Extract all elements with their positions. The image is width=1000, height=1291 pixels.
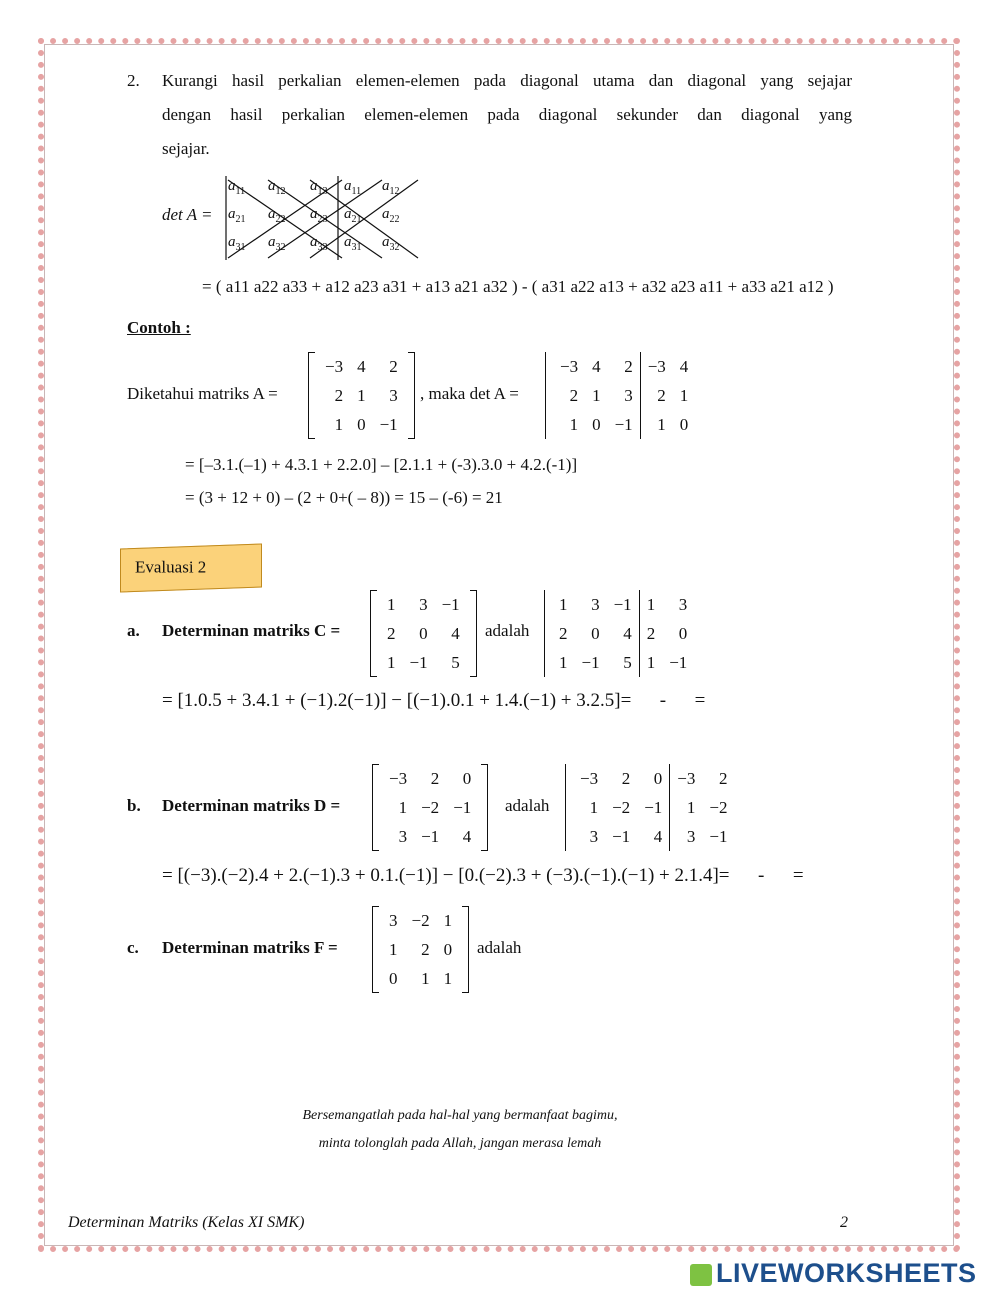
item-b-ext-matrix: [563, 764, 744, 856]
liveworksheets-icon: [690, 1264, 712, 1286]
matrix-cell: 4: [462, 826, 472, 846]
matrix-cell: 0: [462, 768, 472, 788]
contoh-matrix: [308, 352, 415, 444]
matrix-cell: 2: [389, 356, 398, 376]
item-a-formula: = [1.0.5 + 3.4.1 + (−1).2(−1)] − [(−1).0.1 + 1.4.(−1) + 3.2.5]= - =: [162, 690, 706, 711]
step-line-2: dengan hasil perkalian elemen-elemen pada diagonal sekunder dan diagonal yang: [162, 105, 852, 124]
matrix-cell: −1: [379, 414, 398, 434]
bracket-left: [370, 590, 377, 677]
matrix-cell: 3: [389, 910, 398, 930]
sarrus-cell: $a_{32}$: [382, 234, 400, 253]
bracket-left: [372, 906, 379, 993]
item-b-label: Determinan matriks D =: [162, 796, 341, 815]
sarrus-cell: $a_{21}$: [228, 206, 246, 225]
matrix-cell: 2: [608, 352, 641, 381]
matrix-cell: −1: [637, 793, 670, 822]
matrix-cell: 2: [421, 939, 430, 959]
matrix-cell: 4: [637, 822, 670, 851]
matrix-cell: −1: [612, 826, 631, 846]
sarrus-cell: $a_{13}$: [310, 178, 328, 197]
matrix-cell: 1: [679, 385, 689, 405]
matrix-cell: 0: [678, 623, 688, 643]
item-c-matrix: [372, 906, 469, 998]
matrix-cell: 3: [591, 594, 600, 614]
matrix-cell: −1: [453, 797, 472, 817]
matrix-cell: −3: [560, 356, 579, 376]
item-b-matrix: [372, 764, 488, 856]
matrix-cell: 1: [387, 652, 396, 672]
step-number: 2.: [127, 71, 140, 90]
matrix-cell: 3: [686, 826, 696, 846]
matrix-cell: 1: [357, 385, 366, 405]
matrix-cell: 1: [686, 797, 696, 817]
step-line-3: sejajar.: [162, 139, 210, 158]
matrix-cell: 3: [419, 594, 428, 614]
sarrus-cell: $a_{22}$: [382, 206, 400, 225]
bracket-right: [408, 352, 415, 439]
contoh-line-2: = (3 + 12 + 0) – (2 + 0+( – 8)) = 15 – (-6) = 21: [185, 488, 503, 507]
bracket-right: [462, 906, 469, 993]
matrix-cell: 4: [592, 356, 601, 376]
matrix-cell: 1: [443, 910, 453, 930]
item-c-label: Determinan matriks F =: [162, 938, 338, 957]
bracket-right: [470, 590, 477, 677]
matrix-cell: 4: [357, 356, 366, 376]
matrix-cell: −1: [669, 652, 688, 672]
item-a-letter: a.: [127, 621, 140, 640]
matrix-cell: −3: [580, 768, 599, 788]
item-a-adalah: adalah: [485, 621, 530, 640]
matrix-cell: −1: [709, 826, 728, 846]
matrix-cell: −1: [608, 410, 641, 439]
item-a-ext-matrix: [542, 590, 704, 682]
sarrus-cell: $a_{23}$: [310, 206, 328, 225]
matrix-cell: −1: [607, 590, 640, 619]
item-b-formula: = [(−3).(−2).4 + 2.(−1).3 + 0.1.(−1)] − [0.(−2).3 + (−3).(−1).(−1) + 2.1.4]= - =: [162, 865, 804, 886]
matrix-cell: −1: [421, 826, 440, 846]
matrix-cell: −2: [421, 797, 440, 817]
liveworksheets-text: LIVEWORKSHEETS: [716, 1258, 977, 1288]
quote-line-1: Bersemangatlah pada hal-hal yang bermanfaat bagimu,: [302, 1108, 618, 1123]
matrix-cell: 5: [607, 648, 640, 677]
item-c-adalah: adalah: [477, 938, 522, 957]
matrix-cell: 2: [430, 768, 440, 788]
contoh-line-1: = [–3.1.(–1) + 4.3.1 + 2.2.0] – [2.1.1 + (-3).3.0 + 4.2.(-1)]: [185, 455, 578, 474]
sarrus-cell: $a_{12}$: [268, 178, 286, 197]
contoh-heading: Contoh :: [127, 318, 191, 337]
matrix-cell: 0: [419, 623, 428, 643]
matrix-cell: −2: [709, 797, 728, 817]
matrix-cell: 2: [718, 768, 728, 788]
matrix-cell: 1: [398, 797, 408, 817]
matrix-cell: 2: [657, 385, 666, 405]
matrix-cell: 0: [637, 764, 670, 793]
matrix-cell: 2: [621, 768, 631, 788]
sarrus-cell: $a_{31}$: [344, 234, 362, 253]
item-a-matrix: [370, 590, 477, 682]
sarrus-formula: = ( a11 a22 a33 + a12 a23 a31 + a13 a21 a32 ) - ( a31 a22 a13 + a32 a23 a11 + a33 a21 a12 ): [202, 277, 834, 296]
matrix-cell: 1: [421, 968, 430, 988]
item-c-letter: c.: [127, 938, 139, 957]
sarrus-cell: $a_{32}$: [268, 234, 286, 253]
quote-line-2: minta tolonglah pada Allah, jangan merasa lemah: [318, 1136, 602, 1151]
matrix-cell: 1: [589, 797, 599, 817]
matrix-cell: 2: [646, 623, 656, 643]
sarrus-cell: $a_{33}$: [310, 234, 328, 253]
bracket-left: [308, 352, 315, 439]
sarrus-cell: $a_{11}$: [228, 178, 246, 197]
matrix-cell: 2: [569, 385, 579, 405]
matrix-cell: 2: [334, 385, 344, 405]
matrix-cell: 4: [607, 619, 640, 648]
evaluasi-badge-label: Evaluasi 2: [135, 557, 207, 577]
matrix-cell: 1: [646, 652, 656, 672]
det-bar-left: [545, 352, 546, 439]
item-b-letter: b.: [127, 796, 141, 815]
sarrus-cell: $a_{22}$: [268, 206, 286, 225]
matrix-cell: 0: [591, 623, 600, 643]
contoh-maka: , maka det A =: [420, 384, 519, 403]
det-bar-left: [565, 764, 566, 851]
liveworksheets-logo[interactable]: [690, 1258, 977, 1289]
matrix-cell: 1: [646, 594, 656, 614]
matrix-cell: 1: [334, 414, 344, 434]
matrix-cell: −3: [325, 356, 344, 376]
evaluasi-badge: [120, 544, 262, 593]
matrix-cell: 4: [451, 623, 460, 643]
sarrus-cell: $a_{12}$: [382, 178, 400, 197]
matrix-cell: 0: [592, 414, 601, 434]
matrix-cell: 0: [357, 414, 366, 434]
item-a-label: Determinan matriks C =: [162, 621, 341, 640]
item-b-adalah: adalah: [505, 796, 550, 815]
matrix-cell: 1: [389, 939, 398, 959]
matrix-cell: 3: [608, 381, 641, 410]
footer-title: Determinan Matriks (Kelas XI SMK): [68, 1214, 305, 1231]
matrix-cell: 1: [559, 652, 568, 672]
matrix-cell: 1: [592, 385, 601, 405]
sarrus-cell: $a_{31}$: [228, 234, 246, 253]
matrix-cell: 1: [443, 968, 453, 988]
matrix-cell: −2: [612, 797, 631, 817]
sarrus-cells: [222, 174, 422, 262]
matrix-cell: 1: [657, 414, 666, 434]
matrix-cell: 1: [569, 414, 579, 434]
bracket-right: [481, 764, 488, 851]
step-line-1: Kurangi hasil perkalian elemen-elemen pada diagonal utama dan diagonal yang sejajar: [162, 71, 852, 90]
matrix-cell: −1: [581, 652, 600, 672]
matrix-cell: −3: [647, 356, 666, 376]
matrix-cell: 3: [389, 385, 398, 405]
matrix-cell: 1: [387, 594, 396, 614]
matrix-cell: 0: [679, 414, 689, 434]
matrix-cell: 3: [589, 826, 599, 846]
matrix-cell: 2: [387, 623, 396, 643]
matrix-cell: 0: [389, 968, 398, 988]
matrix-cell: −3: [677, 768, 696, 788]
footer-page-number: 2: [840, 1214, 848, 1231]
matrix-cell: 1: [559, 594, 568, 614]
matrix-cell: 3: [678, 594, 688, 614]
det-bar-left: [544, 590, 545, 677]
matrix-cell: 4: [679, 356, 689, 376]
bracket-left: [372, 764, 379, 851]
sarrus-det-label: det A =: [162, 205, 213, 224]
matrix-cell: −1: [409, 652, 428, 672]
contoh-ext-matrix: [543, 352, 705, 444]
matrix-cell: −2: [411, 910, 430, 930]
sarrus-cell: $a_{11}$: [344, 178, 362, 197]
matrix-cell: 2: [559, 623, 568, 643]
sarrus-cell: $a_{21}$: [344, 206, 362, 225]
matrix-cell: −3: [389, 768, 408, 788]
matrix-cell: 0: [443, 939, 453, 959]
matrix-cell: −1: [441, 594, 460, 614]
matrix-cell: 3: [398, 826, 408, 846]
contoh-intro: Diketahui matriks A =: [127, 384, 278, 403]
matrix-cell: 5: [451, 652, 460, 672]
sarrus-diagram: [222, 174, 422, 262]
